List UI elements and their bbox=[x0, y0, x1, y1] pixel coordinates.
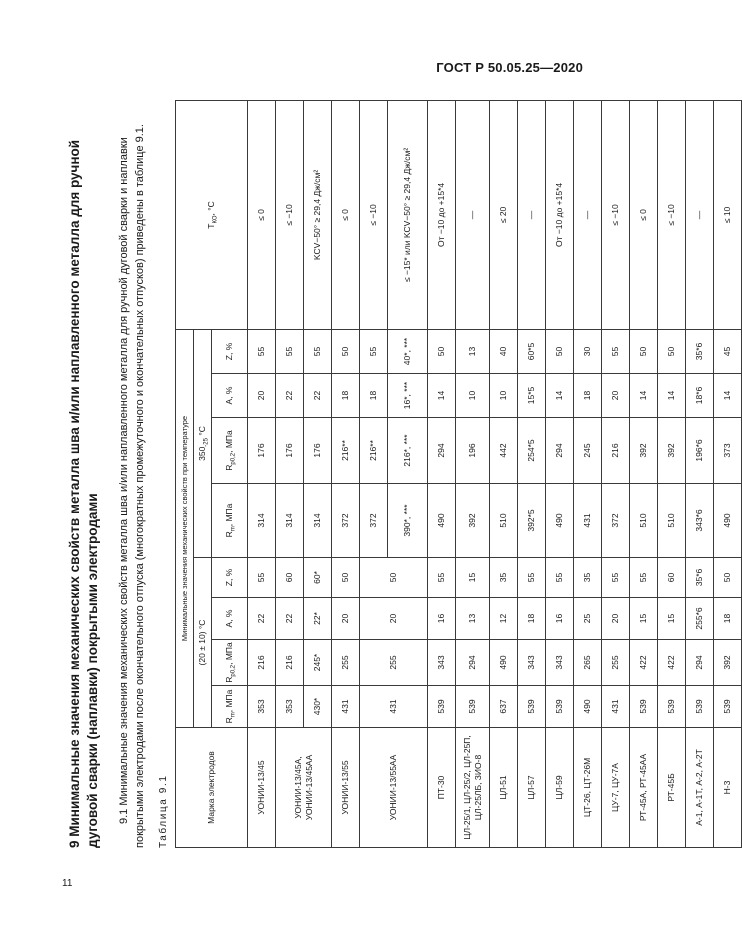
value-cell: 254*5 bbox=[518, 418, 546, 484]
value-cell: 18*6 bbox=[686, 374, 714, 418]
tko-header: $Т_{КО}$, °С bbox=[176, 100, 248, 329]
value-cell: 373 bbox=[714, 418, 742, 484]
rotated-content bbox=[58, 90, 732, 862]
value-cell: 50 bbox=[428, 329, 456, 373]
rm-header: $R_m$, МПа bbox=[212, 484, 248, 558]
electrode-cell: ЦТ-26, ЦТ-26М bbox=[574, 728, 602, 848]
value-cell: 245* bbox=[304, 640, 332, 686]
value-cell: 50 bbox=[714, 558, 742, 598]
tko-cell: ≤ 0 bbox=[332, 100, 360, 329]
value-cell: 14 bbox=[658, 374, 686, 418]
value-cell: 20 bbox=[248, 374, 276, 418]
value-cell: 431 bbox=[602, 686, 630, 728]
tko-cell: ≤ 10 bbox=[714, 100, 742, 329]
temp-350-header: $350_{-25}$ °С bbox=[194, 329, 212, 557]
value-cell: 55 bbox=[518, 558, 546, 598]
value-cell: 40*, *** bbox=[388, 329, 428, 373]
value-cell: 55 bbox=[248, 329, 276, 373]
value-cell: 196*6 bbox=[686, 418, 714, 484]
value-cell: 50 bbox=[332, 329, 360, 373]
tko-cell: ≤ −10 bbox=[276, 100, 304, 329]
tko-cell: ≤ −15* или KCV−50° ≥ 29,4 Дж/см² bbox=[388, 100, 428, 329]
value-cell: 22 bbox=[276, 374, 304, 418]
value-cell: 60*5 bbox=[518, 329, 546, 373]
a-header: А, % bbox=[212, 374, 248, 418]
tko-cell: — bbox=[686, 100, 714, 329]
value-cell: 255*6 bbox=[686, 598, 714, 640]
value-cell: 15 bbox=[456, 558, 490, 598]
electrode-cell: ЦУ-7, ЦУ-7А bbox=[602, 728, 630, 848]
value-cell: 18 bbox=[574, 374, 602, 418]
electrode-cell: ПТ-30 bbox=[428, 728, 456, 848]
electrode-cell: РТ-45А, РТ-45АА bbox=[630, 728, 658, 848]
table-row bbox=[714, 100, 742, 847]
value-cell: 22* bbox=[304, 598, 332, 640]
tko-cell: От −10 до +15*4 bbox=[546, 100, 574, 329]
tko-cell: — bbox=[456, 100, 490, 329]
value-cell: 55 bbox=[546, 558, 574, 598]
tko-cell: ≤ 20 bbox=[490, 100, 518, 329]
value-cell: 294 bbox=[686, 640, 714, 686]
table-row bbox=[428, 100, 456, 847]
value-cell: 422 bbox=[658, 640, 686, 686]
value-cell: 14 bbox=[428, 374, 456, 418]
tko-cell: ≤ 0 bbox=[248, 100, 276, 329]
z-header: Z, % bbox=[212, 558, 248, 598]
value-cell: 430* bbox=[304, 686, 332, 728]
value-cell: 20 bbox=[332, 598, 360, 640]
value-cell: 510 bbox=[490, 484, 518, 558]
mechanical-properties-table bbox=[175, 100, 742, 848]
value-cell: 22 bbox=[304, 374, 332, 418]
value-cell: 14 bbox=[714, 374, 742, 418]
section-paragraph: 9.1 Минимальные значения механических свойств металла шва и/или наплавленного металла для ручной дуговой сварки и наплавки покрытыми электродами после окончательного отпуска (многократных промежуточного и окончательных отпусков) приведены в таблице 9.1. bbox=[118, 124, 146, 848]
rm-header: $R_m$, МПа bbox=[212, 686, 248, 728]
table-row bbox=[686, 100, 714, 847]
table-row bbox=[658, 100, 686, 847]
temp-20-header: (20 ± 10) °С bbox=[194, 558, 212, 728]
value-cell: 510 bbox=[630, 484, 658, 558]
value-cell: 55 bbox=[428, 558, 456, 598]
value-cell: 25 bbox=[574, 598, 602, 640]
value-cell: 35 bbox=[574, 558, 602, 598]
value-cell: 50 bbox=[630, 329, 658, 373]
value-cell: 314 bbox=[248, 484, 276, 558]
value-cell: 55 bbox=[630, 558, 658, 598]
value-cell: 539 bbox=[456, 686, 490, 728]
electrode-cell: РТ-45Б bbox=[658, 728, 686, 848]
value-cell: 255 bbox=[332, 640, 360, 686]
electrode-cell: УОНИИ-13/45 bbox=[248, 728, 276, 848]
value-cell: 20 bbox=[360, 598, 428, 640]
rp-header: $R_{p0,2}$, МПа bbox=[212, 418, 248, 484]
table-row bbox=[456, 100, 490, 847]
value-cell: 392 bbox=[456, 484, 490, 558]
value-cell: 539 bbox=[686, 686, 714, 728]
electrode-cell: ЦЛ-59 bbox=[546, 728, 574, 848]
properties-group-header: Минимальные значения механических свойств при температуре bbox=[176, 329, 194, 727]
value-cell: 60 bbox=[658, 558, 686, 598]
value-cell: 343 bbox=[428, 640, 456, 686]
value-cell: 20 bbox=[602, 374, 630, 418]
value-cell: 35 bbox=[490, 558, 518, 598]
value-cell: 50 bbox=[332, 558, 360, 598]
value-cell: 539 bbox=[518, 686, 546, 728]
value-cell: 20 bbox=[602, 598, 630, 640]
value-cell: 392 bbox=[714, 640, 742, 686]
value-cell: 245 bbox=[574, 418, 602, 484]
tko-cell: KCV−50° ≥ 29,4 Дж/см² bbox=[304, 100, 332, 329]
value-cell: 343 bbox=[518, 640, 546, 686]
tko-cell: — bbox=[518, 100, 546, 329]
value-cell: 16*, *** bbox=[388, 374, 428, 418]
value-cell: 353 bbox=[248, 686, 276, 728]
value-cell: 176 bbox=[276, 418, 304, 484]
value-cell: 539 bbox=[658, 686, 686, 728]
value-cell: 12 bbox=[490, 598, 518, 640]
value-cell: 372 bbox=[360, 484, 388, 558]
rp-header: $R_{p0,2}$, МПа bbox=[212, 640, 248, 686]
value-cell: 294 bbox=[546, 418, 574, 484]
value-cell: 216 bbox=[248, 640, 276, 686]
value-cell: 216*, *** bbox=[388, 418, 428, 484]
tko-cell: ≤ −10 bbox=[602, 100, 630, 329]
electrode-cell: ЦЛ-51 bbox=[490, 728, 518, 848]
value-cell: 372 bbox=[332, 484, 360, 558]
value-cell: 314 bbox=[276, 484, 304, 558]
value-cell: 35*6 bbox=[686, 558, 714, 598]
tko-cell: ≤ −10 bbox=[658, 100, 686, 329]
value-cell: 431 bbox=[574, 484, 602, 558]
value-cell: 314 bbox=[304, 484, 332, 558]
z-header: Z, % bbox=[212, 329, 248, 373]
electrode-cell: ЦЛ-25/1, ЦЛ-25/2, ЦЛ-25П, ЦЛ-25ЛБ, ЗИО-8 bbox=[456, 728, 490, 848]
value-cell: 18 bbox=[714, 598, 742, 640]
value-cell: 539 bbox=[546, 686, 574, 728]
value-cell: 216** bbox=[360, 418, 388, 484]
value-cell: 372 bbox=[602, 484, 630, 558]
value-cell: 22 bbox=[276, 598, 304, 640]
page-number: 11 bbox=[62, 878, 73, 889]
electrode-cell: УОНИИ-13/55 bbox=[332, 728, 360, 848]
value-cell: 353 bbox=[276, 686, 304, 728]
value-cell: 539 bbox=[714, 686, 742, 728]
value-cell: 15*5 bbox=[518, 374, 546, 418]
value-cell: 431 bbox=[332, 686, 360, 728]
tko-cell: ≤ 0 bbox=[630, 100, 658, 329]
table-caption: Таблица 9.1 bbox=[158, 774, 169, 848]
value-cell: 490 bbox=[428, 484, 456, 558]
value-cell: 55 bbox=[602, 558, 630, 598]
value-cell: 490 bbox=[714, 484, 742, 558]
value-cell: 176 bbox=[248, 418, 276, 484]
value-cell: 216 bbox=[276, 640, 304, 686]
value-cell: 55 bbox=[248, 558, 276, 598]
table-row bbox=[518, 100, 546, 847]
value-cell: 637 bbox=[490, 686, 518, 728]
table-row bbox=[630, 100, 658, 847]
value-cell: 18 bbox=[518, 598, 546, 640]
electrode-cell: УОНИИ-13/55АА bbox=[360, 728, 428, 848]
value-cell: 343*6 bbox=[686, 484, 714, 558]
value-cell: 431 bbox=[360, 686, 428, 728]
value-cell: 15 bbox=[630, 598, 658, 640]
value-cell: 490 bbox=[490, 640, 518, 686]
table-row bbox=[602, 100, 630, 847]
table-row bbox=[248, 100, 276, 847]
section-heading: 9 Минимальные значения механических свойств металла шва и/или наплавленного металла для ручной дуговой сварки (наплавки) покрытыми электродами bbox=[67, 139, 100, 848]
value-cell: 422 bbox=[630, 640, 658, 686]
value-cell: 40 bbox=[490, 329, 518, 373]
value-cell: 18 bbox=[360, 374, 388, 418]
value-cell: 55 bbox=[304, 329, 332, 373]
value-cell: 390*, *** bbox=[388, 484, 428, 558]
value-cell: 490 bbox=[546, 484, 574, 558]
electrode-cell: ЦЛ-57 bbox=[518, 728, 546, 848]
value-cell: 30 bbox=[574, 329, 602, 373]
value-cell: 216 bbox=[602, 418, 630, 484]
value-cell: 490 bbox=[574, 686, 602, 728]
value-cell: 13 bbox=[456, 598, 490, 640]
value-cell: 14 bbox=[630, 374, 658, 418]
electrode-header: Марка электродов bbox=[176, 728, 248, 848]
table-row bbox=[276, 100, 304, 847]
value-cell: 14 bbox=[546, 374, 574, 418]
value-cell: 510 bbox=[658, 484, 686, 558]
value-cell: 442 bbox=[490, 418, 518, 484]
value-cell: 55 bbox=[602, 329, 630, 373]
standard-code: ГОСТ Р 50.05.25—2020 bbox=[436, 60, 583, 75]
a-header: А, % bbox=[212, 598, 248, 640]
value-cell: 15 bbox=[658, 598, 686, 640]
value-cell: 294 bbox=[456, 640, 490, 686]
value-cell: 16 bbox=[546, 598, 574, 640]
value-cell: 50 bbox=[658, 329, 686, 373]
electrode-cell: Н-3 bbox=[714, 728, 742, 848]
value-cell: 55 bbox=[360, 329, 388, 373]
value-cell: 13 bbox=[456, 329, 490, 373]
tko-cell: От −10 до +15*4 bbox=[428, 100, 456, 329]
value-cell: 255 bbox=[360, 640, 428, 686]
electrode-cell: УОНИИ-13/45А, УОНИИ-13/45АА bbox=[276, 728, 332, 848]
value-cell: 343 bbox=[546, 640, 574, 686]
value-cell: 176 bbox=[304, 418, 332, 484]
table-row bbox=[546, 100, 574, 847]
value-cell: 55 bbox=[276, 329, 304, 373]
value-cell: 22 bbox=[248, 598, 276, 640]
value-cell: 392 bbox=[658, 418, 686, 484]
value-cell: 539 bbox=[428, 686, 456, 728]
table-row bbox=[574, 100, 602, 847]
value-cell: 18 bbox=[332, 374, 360, 418]
value-cell: 216** bbox=[332, 418, 360, 484]
value-cell: 35*6 bbox=[686, 329, 714, 373]
value-cell: 50 bbox=[546, 329, 574, 373]
value-cell: 392*5 bbox=[518, 484, 546, 558]
table-row bbox=[332, 100, 360, 847]
value-cell: 16 bbox=[428, 598, 456, 640]
tko-cell: ≤ −10 bbox=[360, 100, 388, 329]
value-cell: 50 bbox=[360, 558, 428, 598]
value-cell: 294 bbox=[428, 418, 456, 484]
value-cell: 60 bbox=[276, 558, 304, 598]
value-cell: 10 bbox=[490, 374, 518, 418]
value-cell: 10 bbox=[456, 374, 490, 418]
value-cell: 392 bbox=[630, 418, 658, 484]
tko-cell: — bbox=[574, 100, 602, 329]
electrode-cell: А-1, А-1Т, А-2, А-2Т bbox=[686, 728, 714, 848]
table-row bbox=[360, 100, 388, 847]
value-cell: 539 bbox=[630, 686, 658, 728]
table-row bbox=[490, 100, 518, 847]
value-cell: 196 bbox=[456, 418, 490, 484]
value-cell: 45 bbox=[714, 329, 742, 373]
value-cell: 265 bbox=[574, 640, 602, 686]
value-cell: 255 bbox=[602, 640, 630, 686]
value-cell: 60* bbox=[304, 558, 332, 598]
